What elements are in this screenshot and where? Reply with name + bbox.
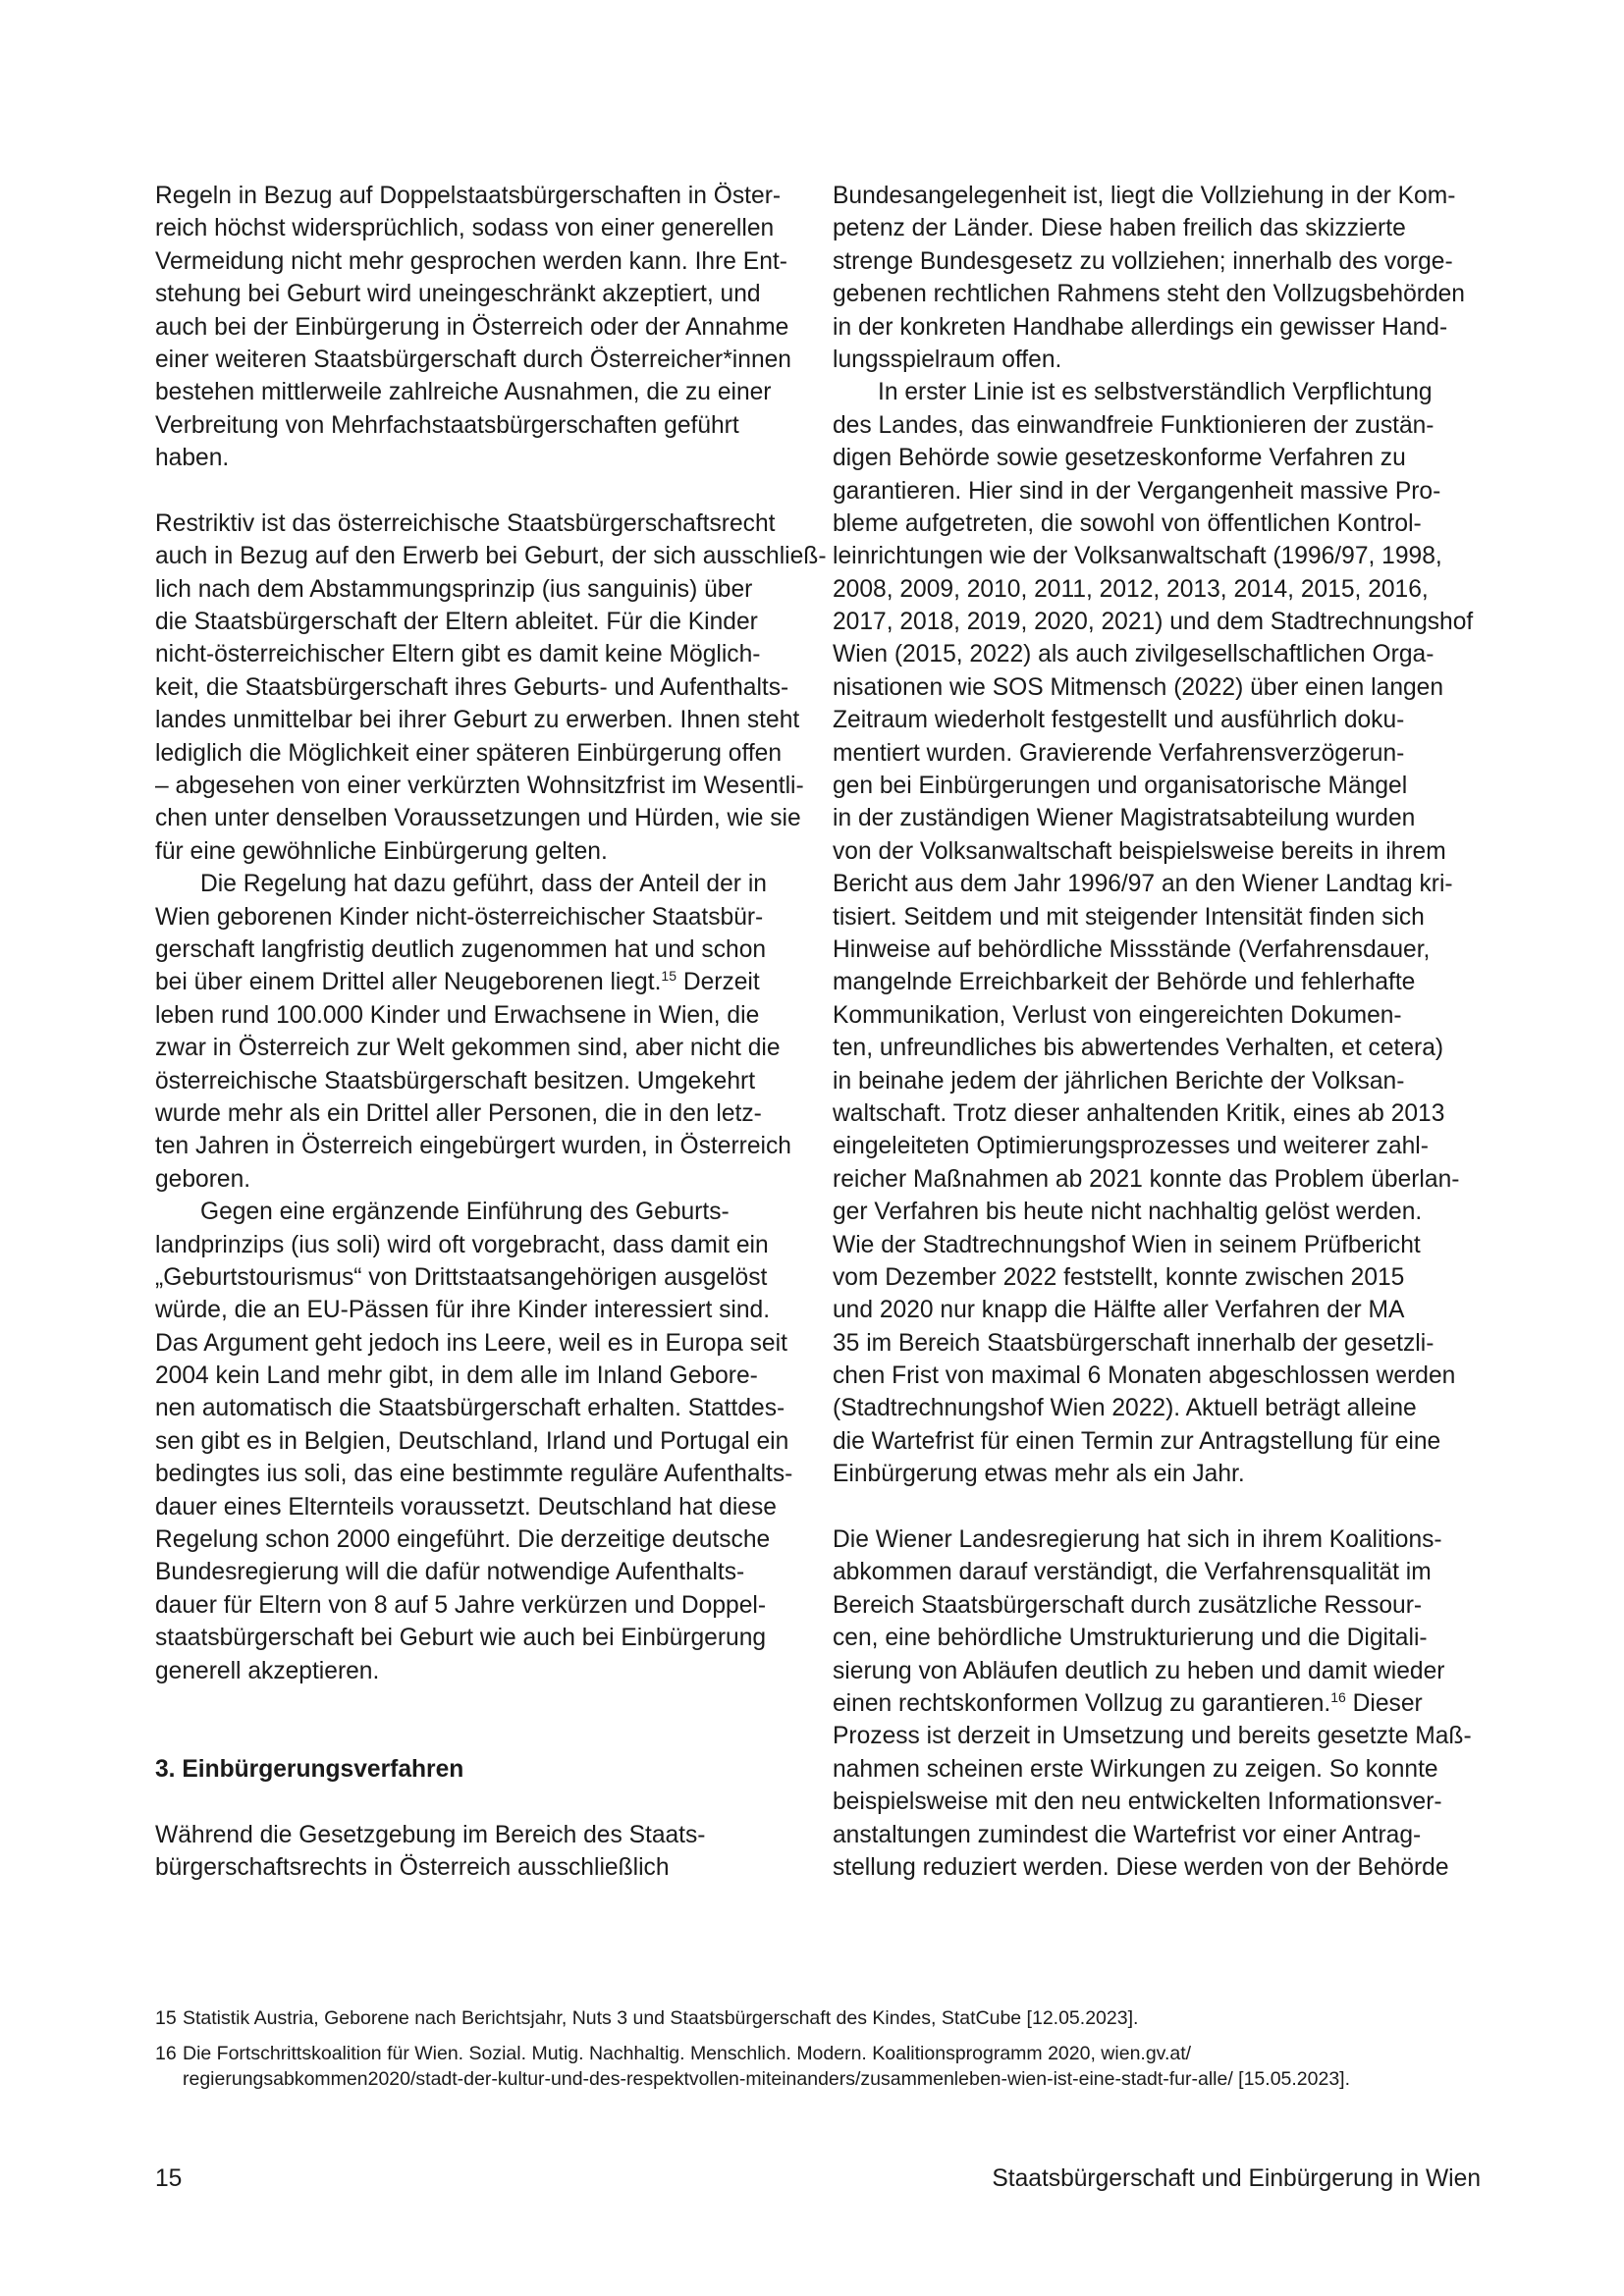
- text-line: nisationen wie SOS Mitmensch (2022) über einen langen: [833, 673, 1444, 701]
- text-line: dauer für Eltern von 8 auf 5 Jahre verkürzen und Doppel-: [155, 1591, 767, 1619]
- text-line: bedingtes ius soli, das eine bestimmte reguläre Aufenthalts-: [155, 1461, 793, 1488]
- text-line: Wien geborenen Kinder nicht-österreichischer Staatsbür-: [155, 903, 764, 931]
- text-line: [833, 1687, 1481, 1720]
- text-line: Prozess ist derzeit in Umsetzung und bereits gesetzte Maß-: [833, 1723, 1472, 1750]
- text-line: reicher Maßnahmen ab 2021 konnte das Problem überlan-: [833, 1165, 1460, 1193]
- footnote-number: 15: [155, 2007, 177, 2029]
- text-line: Zeitraum wiederholt festgestellt und ausführlich doku-: [833, 707, 1405, 734]
- text-line: Hinweise auf behördliche Missstände (Verfahrensdauer,: [833, 935, 1431, 963]
- text-line: sen gibt es in Belgien, Deutschland, Irland und Portugal ein: [155, 1427, 789, 1455]
- text-line: Bereich Staatsbürgerschaft durch zusätzliche Ressour-: [833, 1591, 1423, 1619]
- text-line: beispielsweise mit den neu entwickelten Informationsver-: [833, 1789, 1442, 1816]
- text-line: leben rund 100.000 Kinder und Erwachsene in Wien, die: [155, 1001, 760, 1029]
- text-line: Während die Gesetzgebung im Bereich des Staats-: [155, 1821, 706, 1848]
- paragraph: [833, 1523, 1481, 1884]
- text-line: würde, die an EU-Pässen für ihre Kinder interessiert sind.: [155, 1297, 771, 1324]
- section-heading: 3. Einbürgerungsverfahren: [155, 1755, 464, 1783]
- text-line: Bundesangelegenheit ist, liegt die Vollziehung in der Kom-: [833, 183, 1456, 209]
- text-line: gebenen rechtlichen Rahmens steht den Vollzugsbehörden: [833, 281, 1465, 308]
- text-line: 2017, 2018, 2019, 2020, 2021) und dem Stadtrechnungshof: [833, 609, 1474, 636]
- text-line: die Wartefrist für einen Termin zur Antragstellung für eine: [833, 1427, 1441, 1455]
- text-line: Regeln in Bezug auf Doppelstaatsbürgerschaften in Öster-: [155, 183, 782, 209]
- text-line: gen bei Einbürgerungen und organisatorische Mängel: [833, 773, 1408, 800]
- text-line: Einbürgerung etwas mehr als ein Jahr.: [833, 1461, 1245, 1488]
- text-line: cen, eine behördliche Umstrukturierung und die Digitali-: [833, 1625, 1428, 1652]
- text-line: in der konkreten Handhabe allerdings ein gewisser Hand-: [833, 313, 1448, 341]
- footnote-16: [155, 2041, 1490, 2066]
- page-number: 15: [155, 2165, 183, 2192]
- footnote-15: [155, 2005, 1490, 2031]
- text-line: landes unmittelbar bei ihrer Geburt zu erwerben. Ihnen steht: [155, 707, 800, 734]
- text-line: lediglich die Möglichkeit einer späteren Einbürgerung offen: [155, 739, 783, 767]
- text-line: nen automatisch die Staatsbürgerschaft erhalten. Stattdes-: [155, 1395, 785, 1422]
- text-line: bürgerschaftsrechts in Österreich ausschließlich: [155, 1853, 670, 1881]
- text-line: ten Jahren in Österreich eingebürgert wurden, in Österreich: [155, 1133, 791, 1160]
- text-line: keit, die Staatsbürgerschaft ihres Geburts- und Aufenthalts-: [155, 673, 789, 701]
- text-line: petenz der Länder. Diese haben freilich das skizzierte: [833, 215, 1406, 242]
- text-line: Bericht aus dem Jahr 1996/97 an den Wiener Landtag kri-: [833, 871, 1453, 898]
- text-line: 2008, 2009, 2010, 2011, 2012, 2013, 2014, 2015, 2016,: [833, 575, 1429, 603]
- paragraph: [833, 376, 1481, 1490]
- text-line: Wien (2015, 2022) als auch zivilgesellschaftlichen Orga-: [833, 641, 1435, 668]
- text-line: Vermeidung nicht mehr gesprochen werden kann. Ihre Ent-: [155, 247, 787, 275]
- text-line: generell akzeptieren.: [155, 1657, 380, 1684]
- footnote-text: Die Fortschrittskoalition für Wien. Sozial. Mutig. Nachhaltig. Menschlich. Modern. Koalitionsprogramm 2020, wien.gv.at/: [183, 2043, 1192, 2064]
- text-line: Verbreitung von Mehrfachstaatsbürgerschaften geführt: [155, 411, 739, 439]
- text-span: bei über einem Drittel aller Neugeborenen liegt.: [155, 969, 662, 996]
- text-line: bestehen mittlerweile zahlreiche Ausnahmen, die zu einer: [155, 379, 772, 406]
- text-line: wurde mehr als ein Drittel aller Personen, die in den letz-: [155, 1099, 762, 1127]
- text-line: stehung bei Geburt wird uneingeschränkt akzeptiert, und: [155, 281, 761, 308]
- text-line: waltschaft. Trotz dieser anhaltenden Kritik, eines ab 2013: [833, 1099, 1445, 1127]
- text-line: mentiert wurden. Gravierende Verfahrensverzögerun-: [833, 739, 1405, 767]
- text-line: zwar in Österreich zur Welt gekommen sind, aber nicht die: [155, 1035, 781, 1062]
- text-line: lungsspielraum offen.: [833, 346, 1062, 373]
- text-line: garantieren. Hier sind in der Vergangenheit massive Pro-: [833, 477, 1441, 505]
- paragraph: [155, 180, 793, 475]
- text-line: nahmen scheinen erste Wirkungen zu zeigen. So konnte: [833, 1755, 1438, 1783]
- paragraph: [155, 868, 793, 1196]
- text-line: in der zuständigen Wiener Magistratsabteilung wurden: [833, 805, 1416, 832]
- text-line: Bundesregierung will die dafür notwendige Aufenthalts-: [155, 1559, 745, 1586]
- left-column: [155, 180, 827, 1884]
- text-line: in beinahe jedem der jährlichen Berichte der Volksan-: [833, 1067, 1405, 1095]
- text-line: Restriktiv ist das österreichische Staatsbürgerschaftsrecht: [155, 509, 776, 537]
- footnote-text: Statistik Austria, Geborene nach Berichtsjahr, Nuts 3 und Staatsbürgerschaft des Kindes, StatCube [12.05.2023].: [183, 2007, 1139, 2029]
- text-span: Derzeit: [676, 969, 760, 996]
- text-line: – abgesehen von einer verkürzten Wohnsitzfrist im Wesentli-: [155, 773, 804, 800]
- paragraph: [833, 180, 1481, 376]
- text-line: reich höchst widersprüchlich, sodass von einer generellen: [155, 215, 775, 242]
- text-line: sierung von Abläufen deutlich zu heben und damit wieder: [833, 1657, 1445, 1684]
- text-line: ten, unfreundliches bis abwertendes Verhalten, et cetera): [833, 1035, 1444, 1062]
- text-span: Dieser: [1345, 1689, 1423, 1717]
- document-title: Staatsbürgerschaft und Einbürgerung in Wien: [992, 2165, 1481, 2192]
- text-line: gerschaft langfristig deutlich zugenommen hat und schon: [155, 935, 767, 963]
- text-line: dauer eines Elternteils voraussetzt. Deutschland hat diese: [155, 1493, 777, 1521]
- text-line: Die Wiener Landesregierung hat sich in ihrem Koalitions-: [833, 1526, 1442, 1554]
- text-line: anstaltungen zumindest die Wartefrist vor einer Antrag-: [833, 1821, 1422, 1848]
- text-line: auch bei der Einbürgerung in Österreich oder der Annahme: [155, 313, 789, 341]
- text-line: Regelung schon 2000 eingeführt. Die derzeitige deutsche: [155, 1526, 771, 1554]
- text-line: des Landes, das einwandfreie Funktionieren der zustän-: [833, 411, 1435, 439]
- footnote-number: 16: [155, 2043, 177, 2064]
- text-line: haben.: [155, 445, 230, 472]
- footnotes: [155, 2005, 1490, 2092]
- paragraph: [155, 1196, 793, 1687]
- paragraph: [155, 1819, 793, 1885]
- text-line: stellung reduziert werden. Diese werden von der Behörde: [833, 1853, 1449, 1881]
- text-line: leinrichtungen wie der Volksanwaltschaft (1996/97, 1998,: [833, 543, 1442, 570]
- text-line: bleme aufgetreten, die sowohl von öffentlichen Kontrol-: [833, 509, 1422, 537]
- text-line: vom Dezember 2022 feststellt, konnte zwischen 2015: [833, 1263, 1405, 1291]
- text-line: [155, 966, 793, 998]
- text-line: und 2020 nur knapp die Hälfte aller Verfahren der MA: [833, 1297, 1405, 1324]
- text-line: nicht-österreichischer Eltern gibt es damit keine Möglich-: [155, 641, 761, 668]
- text-line: ger Verfahren bis heute nicht nachhaltig gelöst werden.: [833, 1199, 1423, 1226]
- text-line: strenge Bundesgesetz zu vollziehen; innerhalb des vorge-: [833, 247, 1453, 275]
- text-line: „Geburtstourismus“ von Drittstaatsangehörigen ausgelöst: [155, 1263, 768, 1291]
- text-line: 2004 kein Land mehr gibt, in dem alle im Inland Gebore-: [155, 1362, 758, 1390]
- text-line: chen unter denselben Voraussetzungen und Hürden, wie sie: [155, 805, 801, 832]
- text-line: eingeleiteten Optimierungsprozesses und weiterer zahl-: [833, 1133, 1429, 1160]
- paragraph: [155, 507, 827, 868]
- text-line: Die Regelung hat dazu geführt, dass der Anteil der in: [200, 871, 767, 898]
- text-line: Gegen eine ergänzende Einführung des Geburts-: [200, 1199, 730, 1226]
- text-line: chen Frist von maximal 6 Monaten abgeschlossen werden: [833, 1362, 1456, 1390]
- text-line: lich nach dem Abstammungsprinzip (ius sanguinis) über: [155, 575, 753, 603]
- text-line: abkommen darauf verständigt, die Verfahrensqualität im: [833, 1559, 1432, 1586]
- text-line: Wie der Stadtrechnungshof Wien in seinem Prüfbericht: [833, 1231, 1421, 1258]
- text-line: 35 im Bereich Staatsbürgerschaft innerhalb der gesetzli-: [833, 1329, 1435, 1357]
- text-span: einen rechtskonformen Vollzug zu garantieren.: [833, 1689, 1331, 1717]
- text-line: In erster Linie ist es selbstverständlich Verpflichtung: [878, 379, 1433, 406]
- text-line: mangelnde Erreichbarkeit der Behörde und fehlerhafte: [833, 969, 1416, 996]
- text-line: geboren.: [155, 1165, 251, 1193]
- text-line: (Stadtrechnungshof Wien 2022). Aktuell beträgt alleine: [833, 1395, 1417, 1422]
- text-line: auch in Bezug auf den Erwerb bei Geburt, der sich ausschließ-: [155, 543, 827, 570]
- text-line: Das Argument geht jedoch ins Leere, weil es in Europa seit: [155, 1329, 787, 1357]
- right-column: [833, 180, 1481, 1884]
- text-line: landprinzips (ius soli) wird oft vorgebracht, dass damit ein: [155, 1231, 769, 1258]
- footnote-ref-15[interactable]: 15: [661, 968, 677, 985]
- text-line: für eine gewöhnliche Einbürgerung gelten.: [155, 837, 608, 865]
- footnote-ref-16[interactable]: 16: [1330, 1688, 1346, 1705]
- text-line: die Staatsbürgerschaft der Eltern ableitet. Für die Kinder: [155, 609, 758, 636]
- footnote-text-continued: regierungsabkommen2020/stadt-der-kultur-und-des-respektvollen-miteinanders/zusammenleben-wien-ist-eine-stadt-fur-alle/ [15.05.2023].: [183, 2068, 1351, 2090]
- text-line: von der Volksanwaltschaft beispielsweise bereits in ihrem: [833, 837, 1446, 865]
- text-line: tisiert. Seitdem und mit steigender Intensität finden sich: [833, 903, 1425, 931]
- text-line: staatsbürgerschaft bei Geburt wie auch bei Einbürgerung: [155, 1625, 767, 1652]
- text-line: österreichische Staatsbürgerschaft besitzen. Umgekehrt: [155, 1067, 756, 1095]
- text-line: Kommunikation, Verlust von eingereichten Dokumen-: [833, 1001, 1402, 1029]
- text-line: digen Behörde sowie gesetzeskonforme Verfahren zu: [833, 445, 1406, 472]
- text-line: einer weiteren Staatsbürgerschaft durch Österreicher*innen: [155, 346, 791, 373]
